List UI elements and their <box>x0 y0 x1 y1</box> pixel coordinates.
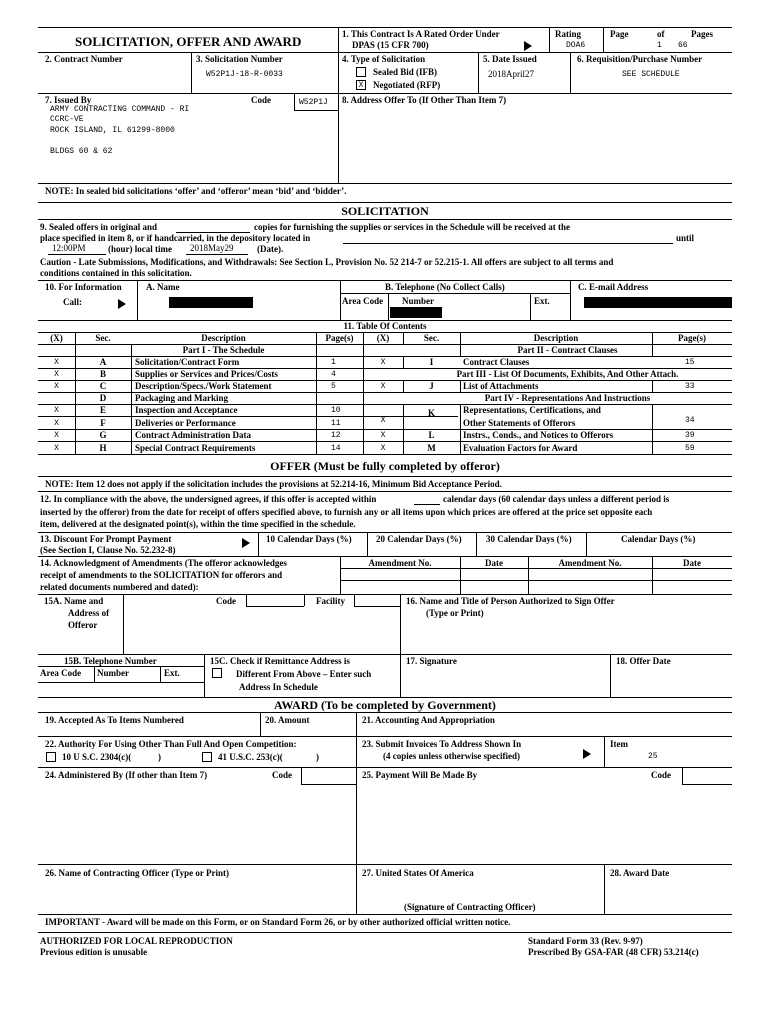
call-label: Call: <box>63 297 82 307</box>
form-title: SOLICITATION, OFFER AND AWARD <box>75 34 302 49</box>
arrow-right-icon <box>118 299 126 309</box>
note-sealed-bid: NOTE: In sealed bid solicitations ‘offer’ and ‘offeror’ mean ‘bid’ and ‘bidder’. <box>45 186 347 196</box>
item9-text-b: copies for furnishing the supplies or services in the Schedule will be received at the <box>254 222 570 232</box>
toc-row-desc: List of Attachments <box>463 381 539 391</box>
toc-row-desc: Instrs., Conds., and Notices to Offerors <box>463 430 614 440</box>
offer-date-label: 18. Offer Date <box>616 656 671 666</box>
footer-prescribed-by: Prescribed By GSA-FAR (48 CFR) 53.214(c) <box>528 947 699 957</box>
acknowledgment-line-2: receipt of amendments to the SOLICITATION for offerors and <box>40 570 283 580</box>
address-offer-label: 8. Address Offer To (If Other Than Item 7) <box>342 95 507 105</box>
telephone-label: B. Telephone (No Collect Calls) <box>385 282 505 292</box>
toc-row-x: X <box>54 370 59 379</box>
toc-row-desc-2: Other Statements of Offerors <box>463 418 576 428</box>
toc-row-x: X <box>380 416 386 425</box>
toc-row-sec: G <box>99 430 107 440</box>
toc-row-x: X <box>54 358 59 367</box>
toc-part-4: Part IV - Representations And Instructions <box>484 393 651 403</box>
item9-text-c: place specified in item 8, or if handcarried, in the depository located in <box>40 233 311 243</box>
toc-row-page: 33 <box>685 382 695 391</box>
discount-30-days: 30 Calendar Days (%) <box>486 534 572 544</box>
toc-part-3: Part III - List Of Documents, Exhibits, And Other Attach. <box>456 369 679 379</box>
toc-row-page: 1 <box>331 358 336 367</box>
toc-row-desc: Representations, Certifications, and <box>463 405 601 415</box>
toc-row-desc: Inspection and Acceptance <box>135 405 238 415</box>
rating-label: Rating <box>555 29 582 39</box>
discount-clause: (See Section I, Clause No. 52.232-8) <box>40 545 176 555</box>
redacted-phone-number <box>390 307 442 318</box>
email-label: C. E-mail Address <box>578 282 649 292</box>
united-states-label: 27. United States Of America <box>362 868 474 878</box>
offeror-name-label: 15A. Name and <box>44 596 104 606</box>
requisition-label: 6. Requisition/Purchase Number <box>577 54 703 64</box>
remittance-checkbox[interactable] <box>212 668 222 678</box>
solicitation-type-label: 4. Type of Solicitation <box>342 54 426 64</box>
toc-row-page: 15 <box>685 358 695 367</box>
accepted-items-label: 19. Accepted As To Items Numbered <box>45 715 184 725</box>
offeror-label: Offeror <box>68 620 98 630</box>
issued-by-line-2: CCRC-VE <box>50 115 84 124</box>
offeror-code-label: Code <box>216 596 236 606</box>
sealed-bid-label: Sealed Bid (IFB) <box>373 67 438 77</box>
authority-label: 22. Authority For Using Other Than Full And Open Competition: <box>45 739 297 749</box>
usc-253-checkbox[interactable] <box>202 752 212 762</box>
toc-row-sec: B <box>99 369 106 379</box>
toc-row-x: X <box>54 444 59 453</box>
issued-by-line-3: ROCK ISLAND, IL 61299-8000 <box>50 126 175 135</box>
toc-row-x: X <box>380 358 386 367</box>
arrow-right-icon <box>583 749 591 759</box>
arrow-right-icon <box>242 538 250 548</box>
toc-x-header-2: (X) <box>376 333 390 343</box>
toc-row-desc: Description/Specs./Work Statement <box>135 381 272 391</box>
pages-value: 66 <box>678 41 688 50</box>
discount-10-days: 10 Calendar Days (%) <box>266 534 352 544</box>
toc-row-desc: Contract Administration Data <box>135 430 251 440</box>
date-issued: 2018April27 <box>488 69 534 79</box>
solicitation-number: W52P1J-18-R-0033 <box>206 70 283 79</box>
footer-previous-edition: Previous edition is unusable <box>40 947 148 957</box>
toc-row-page: 14 <box>331 444 341 453</box>
usc-2304-close-paren: ) <box>158 752 161 762</box>
usc-253-close-paren: ) <box>316 752 319 762</box>
item12-text-d: item, delivered at the designated point(s), within the time specified in the schedule. <box>40 519 356 529</box>
discount-20-days: 20 Calendar Days (%) <box>376 534 462 544</box>
toc-part-2: Part II - Contract Clauses <box>517 345 618 355</box>
toc-row-sec: L <box>428 430 435 440</box>
receipt-time: 12:00PM <box>52 243 86 253</box>
page-value: 1 <box>657 41 662 50</box>
remittance-label-2: Different From Above – Enter such <box>236 669 372 679</box>
issued-by-code-label: Code <box>251 95 271 105</box>
toc-row-x: X <box>54 382 59 391</box>
acknowledgment-line-3: related documents numbered and dated): <box>40 582 199 592</box>
toc-row-sec: F <box>100 418 106 428</box>
amendment-date-header-2: Date <box>683 558 701 568</box>
issued-by-line-4: BLDGS 60 & 62 <box>50 147 113 156</box>
payment-by-label: 25. Payment Will Be Made By <box>362 770 478 780</box>
redacted-email <box>584 297 732 308</box>
item-value: 25 <box>648 752 658 761</box>
receipt-date: 2018May29 <box>190 243 234 253</box>
negotiated-label: Negotiated (RFP) <box>373 80 441 90</box>
item9-until: until <box>676 233 695 243</box>
facility-label: Facility <box>316 596 345 606</box>
toc-desc-header: Description <box>201 333 246 343</box>
toc-sec-header-2: Sec. <box>423 333 440 343</box>
toc-row-x: X <box>54 431 59 440</box>
offer-note: NOTE: Item 12 does not apply if the solicitation includes the provisions at 52.214-16, Minimum Bid Acceptance Period. <box>45 479 502 489</box>
type-or-print-label: (Type or Print) <box>426 608 484 618</box>
contracting-officer-label: 26. Name of Contracting Officer (Type or Print) <box>45 868 229 878</box>
receipt-date-label: (Date). <box>257 244 284 254</box>
toc-row-desc: Contract Clauses <box>463 357 530 367</box>
toc-row-page: 34 <box>685 416 695 425</box>
redacted-contact-name <box>169 297 253 308</box>
amendment-no-header-2: Amendment No. <box>558 558 622 568</box>
toc-row-desc: Packaging and Marking <box>135 393 229 403</box>
contact-name-label: A. Name <box>146 282 180 292</box>
submit-invoices-label: 23. Submit Invoices To Address Shown In <box>362 739 522 749</box>
ext-label: Ext. <box>534 296 550 306</box>
toc-title: 11. Table Of Contents <box>343 321 427 331</box>
contracting-officer-signature-label: (Signature of Contracting Officer) <box>404 902 536 912</box>
issued-by-line-1: ARMY CONTRACTING COMMAND - RI <box>50 105 190 114</box>
toc-row-sec: I <box>429 357 434 367</box>
for-information-label: 10. For Information <box>45 282 122 292</box>
toc-row-page: 4 <box>331 370 336 379</box>
toc-row-sec: J <box>429 381 434 391</box>
award-heading: AWARD (To be completed by Government) <box>274 698 496 712</box>
usc-2304-label: 10 U S.C. 2304(c)( <box>62 752 132 762</box>
authorized-signer-label: 16. Name and Title of Person Authorized to Sign Offer <box>406 596 615 606</box>
toc-row-page: 59 <box>685 444 695 453</box>
rated-order-label-2: DPAS (15 CFR 700) <box>352 40 429 50</box>
remittance-label-3: Address In Schedule <box>239 682 318 692</box>
toc-row-sec: A <box>99 357 107 367</box>
amendment-no-header: Amendment No. <box>368 558 432 568</box>
pages-label: Pages <box>691 29 713 39</box>
toc-row-page: 10 <box>331 406 341 415</box>
usc-253-label: 41 U.S.C. 253(c)( <box>218 752 283 762</box>
accounting-label: 21. Accounting And Appropriation <box>362 715 495 725</box>
toc-row-x: X <box>380 444 386 453</box>
toc-desc-header-2: Description <box>533 333 579 343</box>
caution-line-2: conditions contained in this solicitation. <box>40 268 192 278</box>
toc-row-x: X <box>54 406 59 415</box>
toc-row-x: X <box>380 431 386 440</box>
toc-row-desc: Special Contract Requirements <box>135 443 256 453</box>
toc-row-page: 12 <box>331 431 341 440</box>
item12-text-b: calendar days (60 calendar days unless a different period is <box>443 494 670 504</box>
number-label: Number <box>402 296 434 306</box>
toc-row-desc: Deliveries or Performance <box>135 418 236 428</box>
sealed-bid-checkbox[interactable] <box>356 67 366 77</box>
toc-row-page: 5 <box>331 382 336 391</box>
issued-by-label: 7. Issued By <box>45 95 92 105</box>
item9-text-a: 9. Sealed offers in original and <box>40 222 158 232</box>
signature-label: 17. Signature <box>406 656 457 666</box>
rating-value: DOA6 <box>566 41 586 50</box>
of-label: of <box>657 29 665 39</box>
area-code-label: Area Code <box>342 296 384 306</box>
offer-heading: OFFER (Must be fully completed by offeror) <box>270 459 500 473</box>
toc-pages-header-2: Page(s) <box>678 333 706 343</box>
toc-row-sec: H <box>99 443 107 453</box>
toc-row-sec: D <box>99 393 107 403</box>
toc-row-x: X <box>54 419 59 428</box>
solicitation-heading: SOLICITATION <box>341 204 429 218</box>
discount-calendar-days: Calendar Days (%) <box>621 534 696 544</box>
toc-part-1: Part I - The Schedule <box>182 345 265 355</box>
issued-by-code: W52P1J <box>299 98 328 107</box>
date-issued-label: 5. Date Issued <box>483 54 537 64</box>
toc-row-sec: E <box>99 405 106 415</box>
important-note: IMPORTANT - Award will be made on this Form, or on Standard Form 26, or by other authorized official written notice. <box>45 917 511 927</box>
requisition-value: SEE SCHEDULE <box>622 70 680 79</box>
remittance-label-1: 15C. Check if Remittance Address is <box>210 656 350 666</box>
negotiated-checkbox[interactable]: X <box>356 80 366 90</box>
page-label: Page <box>610 29 629 39</box>
acknowledgment-line-1: 14. Acknowledgment of Amendments (The offeror acknowledges <box>40 558 287 568</box>
award-date-label: 28. Award Date <box>610 868 670 878</box>
toc-row-page: 39 <box>685 431 695 440</box>
rated-order-label: 1. This Contract Is A Rated Order Under <box>342 29 500 39</box>
toc-row-desc: Solicitation/Contract Form <box>135 357 240 367</box>
solicitation-number-label: 3. Solicitation Number <box>196 54 283 64</box>
offeror-telephone-label: 15B. Telephone Number <box>64 656 157 666</box>
toc-row-sec: K <box>427 408 435 418</box>
toc-row-x: X <box>380 382 386 391</box>
amount-label: 20. Amount <box>265 715 310 725</box>
toc-row-page: 11 <box>331 419 341 428</box>
receipt-time-label: (hour) local time <box>108 244 172 254</box>
contract-number-label: 2. Contract Number <box>45 54 123 64</box>
administered-by-code-label: Code <box>272 770 292 780</box>
footer-authorized: AUTHORIZED FOR LOCAL REPRODUCTION <box>40 936 233 946</box>
toc-row-desc: Evaluation Factors for Award <box>463 443 578 453</box>
amendment-date-header: Date <box>485 558 503 568</box>
offeror-address-label: Address of <box>68 608 110 618</box>
administered-by-label: 24. Administered By (If other than Item 7) <box>45 770 208 780</box>
caution-line-1: Caution - Late Submissions, Modifications, and Withdrawals: See Section L, Provision No. 52 214-7 or 52.215-1. All offers are subject to all terms and <box>40 257 614 267</box>
arrow-right-icon <box>524 41 532 51</box>
item12-text-c: inserted by the offeror) from the date for receipt of offers specified above, to furnish any or all items upon which prices are offered at the price set opposite each <box>40 507 653 517</box>
usc-2304-checkbox[interactable] <box>46 752 56 762</box>
toc-pages-header: Page(s) <box>325 333 354 343</box>
item-label: Item <box>610 739 628 749</box>
offeror-number-label: Number <box>97 668 129 678</box>
discount-label: 13. Discount For Prompt Payment <box>40 534 172 544</box>
submit-invoices-copies: (4 copies unless otherwise specified) <box>383 751 520 761</box>
item12-text-a: 12. In compliance with the above, the undersigned agrees, if this offer is accepted within <box>40 494 377 504</box>
payment-by-code-label: Code <box>651 770 671 780</box>
offeror-area-code-label: Area Code <box>40 668 82 678</box>
toc-sec-header: Sec. <box>95 333 111 343</box>
footer-form-number: Standard Form 33 (Rev. 9-97) <box>528 936 643 946</box>
offeror-ext-label: Ext. <box>164 668 180 678</box>
toc-row-desc: Supplies or Services and Prices/Costs <box>135 369 278 379</box>
toc-row-sec: C <box>99 381 107 391</box>
toc-row-sec: M <box>427 443 436 453</box>
toc-x-header: (X) <box>50 333 63 343</box>
